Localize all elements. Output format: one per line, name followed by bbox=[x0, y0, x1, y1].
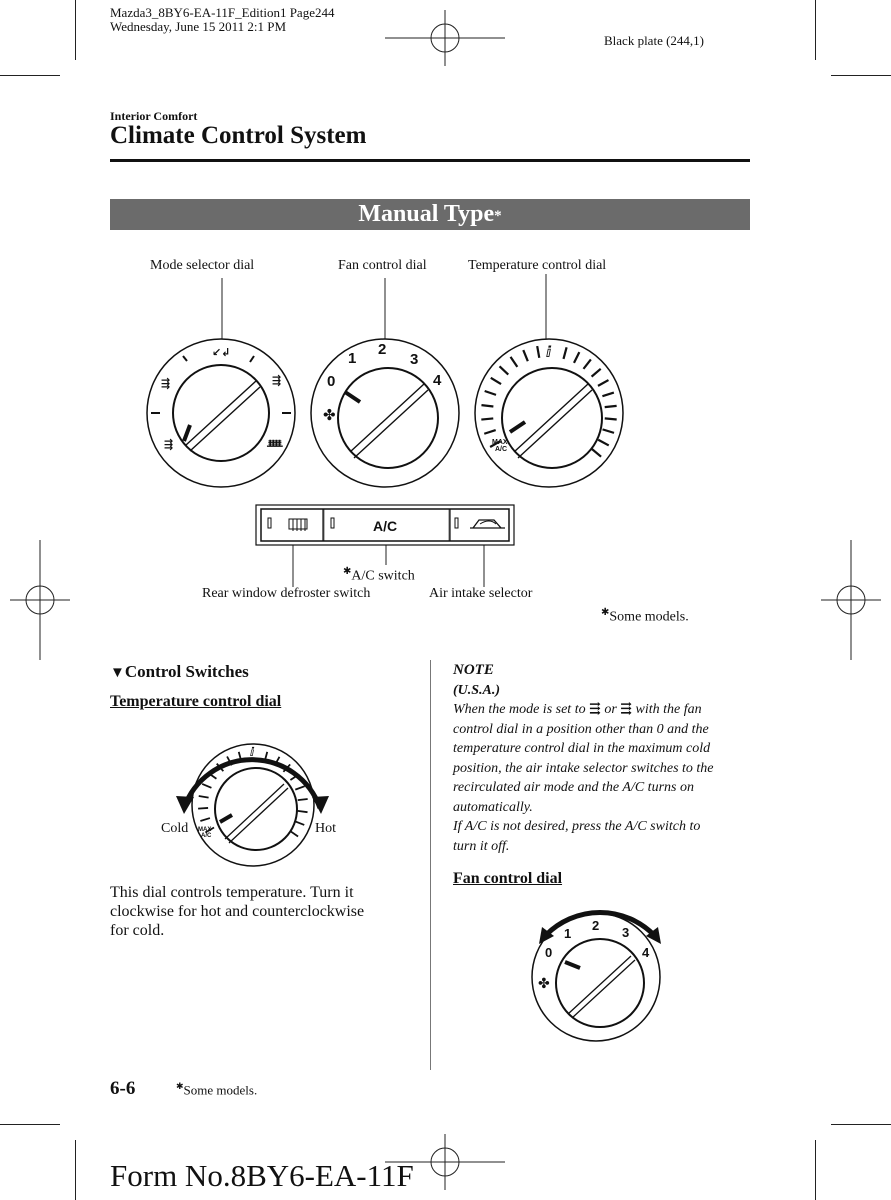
fan-level-label: 2 bbox=[378, 341, 387, 358]
svg-text:2: 2 bbox=[592, 918, 600, 933]
fan-level-label: 0 bbox=[327, 373, 336, 390]
page-number: 6-6 bbox=[110, 1078, 136, 1099]
banner-title: Manual Type bbox=[358, 201, 495, 227]
footer-footnote: ✱Some models. bbox=[176, 1081, 258, 1098]
svg-text:ⅈ: ⅈ bbox=[250, 745, 255, 759]
mode-selector-label: Mode selector dial bbox=[150, 258, 255, 273]
svg-text:↙↲: ↙↲ bbox=[212, 347, 231, 359]
svg-text:✤: ✤ bbox=[538, 975, 550, 991]
description-line: clockwise for hot and counterclockwise bbox=[110, 903, 365, 920]
temperature-control-label: Temperature control dial bbox=[468, 258, 607, 273]
note-title: NOTE bbox=[453, 662, 494, 678]
description-line: This dial controls temperature. Turn it bbox=[110, 884, 354, 901]
note-region: (U.S.A.) bbox=[453, 682, 501, 698]
svg-text:1: 1 bbox=[564, 926, 572, 941]
floor-defrost-mode-icon: ⇶ bbox=[620, 702, 633, 717]
svg-text:A/C: A/C bbox=[201, 833, 212, 839]
figure-footnote: ✱Some models. bbox=[601, 607, 689, 625]
footer-footnote-text: Some models. bbox=[183, 1082, 258, 1098]
note-text: with the fan bbox=[635, 702, 702, 717]
description-line: for cold. bbox=[110, 922, 165, 939]
ac-switch-text: A/C switch bbox=[351, 568, 415, 584]
fan-level-label: 4 bbox=[433, 372, 442, 389]
print-header-line1: Mazda3_8BY6-EA-11F_Edition1 Page244 bbox=[110, 5, 335, 20]
plate-info: Black plate (244,1) bbox=[604, 33, 704, 48]
control-switches-text: Control Switches bbox=[124, 662, 249, 681]
note-line: temperature control dial in the maximum cold bbox=[453, 741, 711, 756]
air-intake-label: Air intake selector bbox=[429, 586, 533, 601]
svg-text:4: 4 bbox=[642, 945, 650, 960]
figure-footnote-text: Some models. bbox=[609, 609, 689, 625]
svg-text:ᚙ: ᚙ bbox=[267, 441, 283, 452]
note-line: control dial in a position other than 0 and the bbox=[453, 721, 709, 737]
fan-dial-heading: Fan control dial bbox=[453, 870, 563, 887]
fan-level-label: 1 bbox=[348, 350, 357, 367]
svg-text:3: 3 bbox=[622, 925, 630, 940]
svg-text:0: 0 bbox=[545, 945, 553, 960]
page-title: Climate Control System bbox=[110, 122, 367, 149]
note-line: turn it off. bbox=[453, 838, 510, 854]
note-line: recirculated air mode and the A/C turns on bbox=[453, 780, 694, 795]
note-line: position, the air intake selector switches to the bbox=[453, 760, 714, 776]
note-line: automatically. bbox=[453, 799, 533, 815]
max-ac-label: MAX bbox=[492, 439, 508, 446]
svg-text:✤: ✤ bbox=[323, 407, 336, 424]
temperature-dial-heading: Temperature control dial bbox=[110, 693, 282, 710]
ac-switch-label: ✱A/C switch bbox=[343, 566, 415, 584]
rear-defroster-label: Rear window defroster switch bbox=[202, 586, 371, 601]
triangle-down-icon: ▼ bbox=[110, 665, 125, 681]
svg-text:⇶: ⇶ bbox=[161, 378, 171, 390]
hot-label: Hot bbox=[315, 821, 336, 836]
svg-text:ⅈ: ⅈ bbox=[546, 344, 552, 361]
asterisk-icon: * bbox=[494, 208, 502, 224]
cold-label: Cold bbox=[161, 821, 189, 836]
floor-mode-icon: ⇶ bbox=[589, 702, 601, 717]
print-header-line2: Wednesday, June 15 2011 2:1 PM bbox=[110, 19, 287, 34]
note-text: When the mode is set to bbox=[453, 702, 586, 717]
ac-button-label: A/C bbox=[373, 518, 398, 534]
svg-text:⇶: ⇶ bbox=[164, 439, 174, 451]
svg-text:⇶: ⇶ bbox=[272, 375, 282, 387]
fan-control-label: Fan control dial bbox=[338, 258, 427, 273]
section-label: Interior Comfort bbox=[110, 109, 198, 123]
note-text: or bbox=[604, 702, 617, 717]
svg-text:MAX: MAX bbox=[198, 827, 212, 833]
max-ac-label: A/C bbox=[495, 446, 508, 453]
note-line: If A/C is not desired, press the A/C switch to bbox=[453, 819, 701, 834]
fan-level-label: 3 bbox=[410, 351, 419, 368]
form-number: Form No.8BY6-EA-11F bbox=[110, 1158, 414, 1193]
